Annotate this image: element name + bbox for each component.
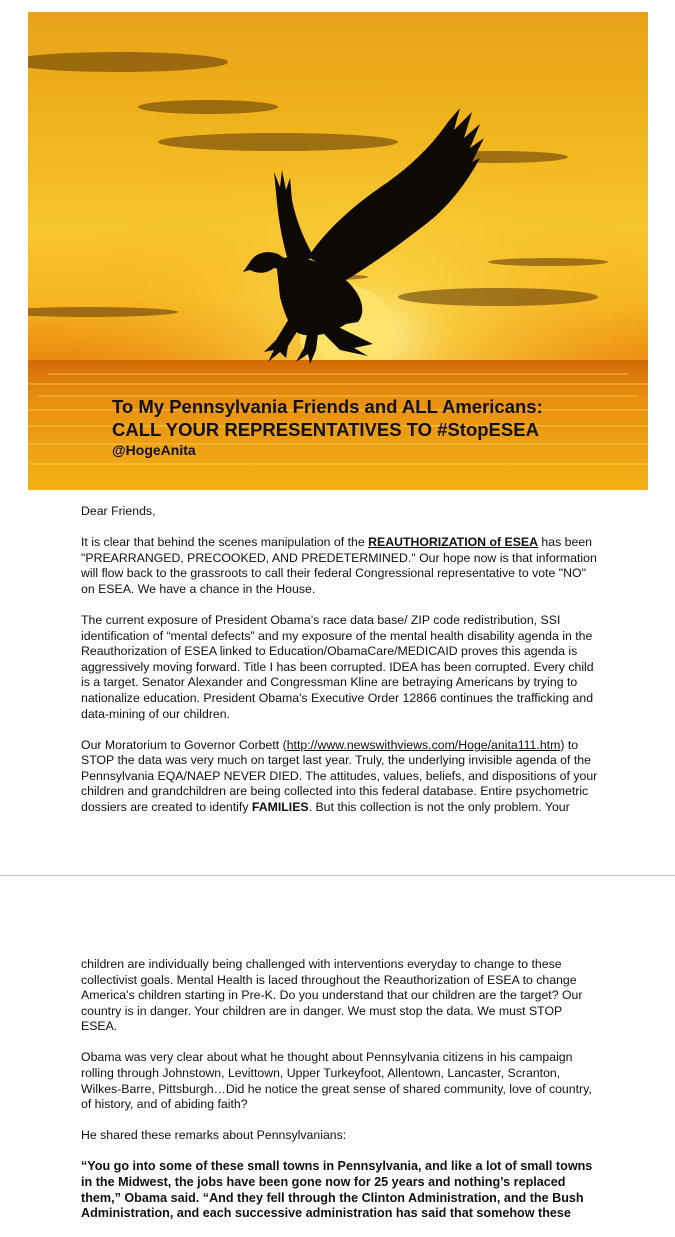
paragraph-3: Our Moratorium to Governor Corbett (http://www.newswithviews.com/Hoge/anita111.htm) to STOP the data was very much on target last year. Truly, the underlying invisible agenda of the Pennsylvania EQA/NAEP NEVER DIED. The attitudes, values, beliefs, and dispositions of your children and grandchildren are being collected into this federal database. Entire psychometric dossiers are created to identify FAMILIES. But this collection is not the only problem. Your (81, 737, 598, 814)
hero-title-line1: To My Pennsylvania Friends and ALL Americans: (112, 396, 543, 417)
newswithviews-link[interactable]: http://www.newswithviews.com/Hoge/anita111.htm (286, 737, 561, 752)
hero-handle: @HogeAnita (112, 442, 196, 458)
letter-page-2 (81, 957, 601, 1237)
obama-quote: “You go into some of these small towns in Pennsylvania, and like a lot of small towns in the Midwest, the jobs have been gone now for 25 years and nothing’s replaced them,” Obama said. “And they fell through the Clinton Administration, and the Bush Administration, and each successive administration has said that somehow these (81, 1159, 593, 1221)
page-divider (0, 875, 675, 876)
salutation: Dear Friends, (81, 504, 156, 518)
paragraph-6: He shared these remarks about Pennsylvanians: (81, 1128, 347, 1143)
paragraph-5: Obama was very clear about what he thought about Pennsylvania citizens in his campaign rolling through Johnstown, Levittown, Upper Turkeyfoot, Allentown, Lancaster, Scranton, Wilkes-Barre, Pittsburgh…Did he notice the great sense of shared community, love of country, of history, and of abiding faith? (81, 1050, 592, 1112)
paragraph-4: children are individually being challenged with interventions everyday to change to these collectivist goals. Mental Health is laced throughout the Reauthorization of ESEA to change America’s children starting in Pre-K. Do you understand that our children are the target? Our country is in danger. Your children are in danger. We must stop the data. We must STOP ESEA. (81, 957, 583, 1034)
hero-caption (112, 395, 632, 458)
paragraph-1: It is clear that behind the scenes manipulation of the REAUTHORIZATION of ESEA has been "PREARRANGED, PRECOOKED, AND PREDETERMINED." Our hope now is that information will flow back to the grassroots to call their federal Congressional representative to vote "NO" on ESEA. We have a chance in the House. (81, 535, 597, 596)
paragraph-2: The current exposure of President Obama’s race data base/ ZIP code redistribution, SSI identification of “mental defects” and my exposure of the mental health disability agenda in the Reauthorization of ESEA linked to Education/ObamaCare/MEDICAID proves this agenda is aggressively moving forward. Title I has been corrupted. IDEA has been corrupted. Every child is a target. Senator Alexander and Congressman Kline are betraying Americans by trying to nationalize education. President Obama's Executive Order 12866 continues the trafficking and data-mining of our children. (81, 612, 594, 721)
hero-title-line2: CALL YOUR REPRESENTATIVES TO #StopESEA (112, 419, 539, 440)
letter-page-1 (81, 504, 601, 831)
families-emphasis: FAMILIES (251, 800, 309, 814)
reauthorization-emphasis: REAUTHORIZATION of ESEA (368, 535, 538, 550)
hero-banner (28, 12, 648, 490)
